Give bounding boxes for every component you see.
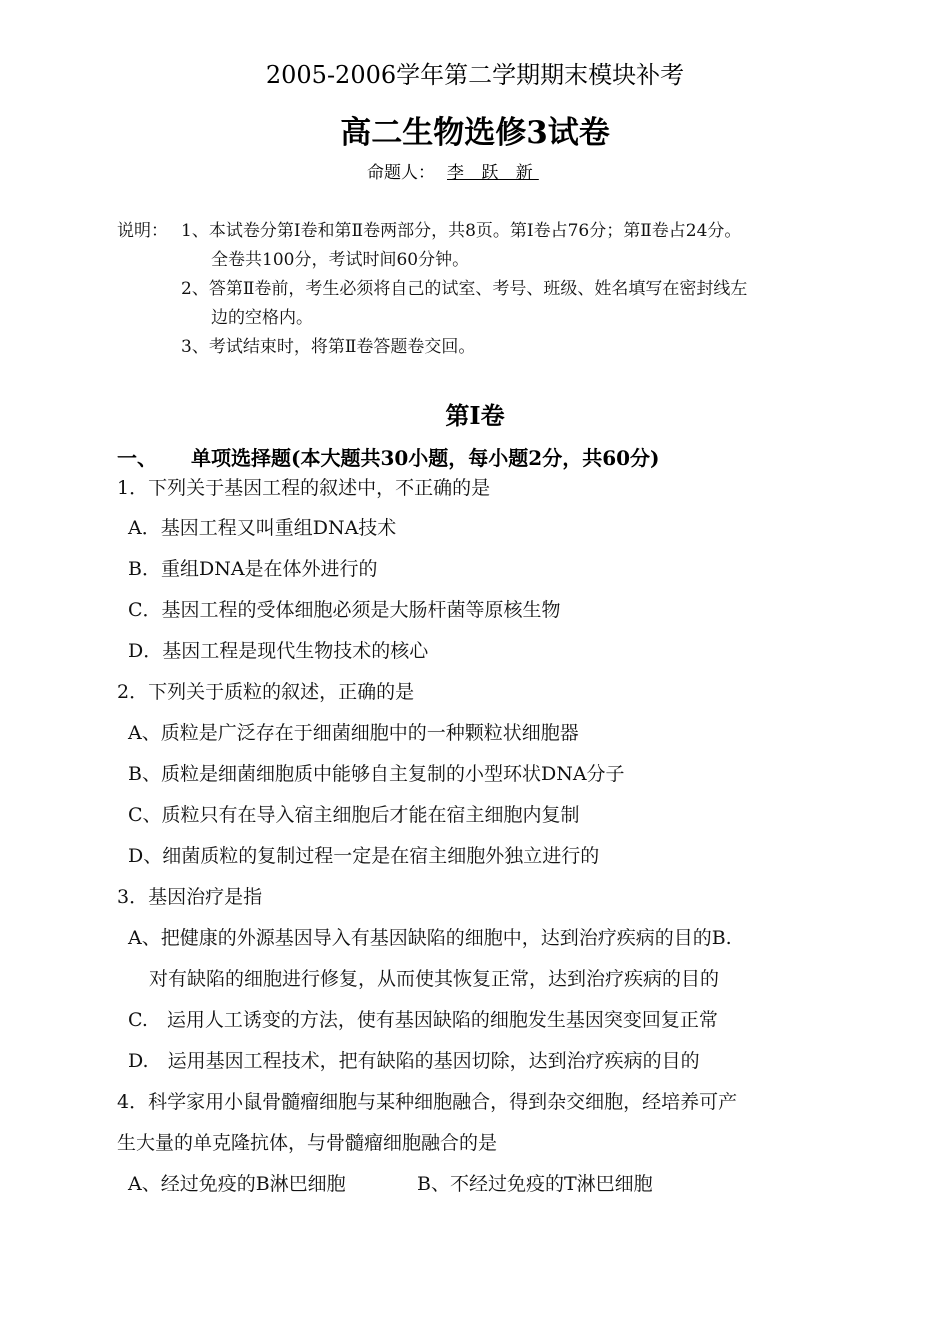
question-option: A．基因工程又叫重组DNA技术 (128, 517, 397, 539)
term-title: 2005-2006学年第二学期期末模块补考 (265, 61, 685, 89)
instruction-item: 边的空格内。 (211, 308, 313, 328)
part-title: 单项选择题(本大题共30小题，每小题2分，共60分) (191, 446, 660, 470)
question-stem: 1．下列关于基因工程的叙述中，不正确的是 (117, 477, 491, 499)
question-option: 对有缺陷的细胞进行修复，从而使其恢复正常，达到治疗疾病的目的 (149, 968, 720, 990)
author-line (367, 162, 539, 184)
exam-title: 高二生物选修3试卷 (340, 115, 610, 151)
question-stem: 4．科学家用小鼠骨髓瘤细胞与某种细胞融合，得到杂交细胞，经培养可产 (117, 1091, 738, 1113)
instruction-item: 2、答第Ⅱ卷前，考生必须将自己的试室、考号、班级、姓名填写在密封线左 (181, 279, 748, 299)
question-option: B、不经过免疫的T淋巴细胞 (417, 1173, 653, 1195)
question-option: D、细菌质粒的复制过程一定是在宿主细胞外独立进行的 (128, 845, 600, 867)
part-heading (117, 445, 660, 471)
instruction-item: 1、本试卷分第Ⅰ卷和第Ⅱ卷两部分，共8页。第Ⅰ卷占76分；第Ⅱ卷占24分。 (181, 221, 742, 241)
question-option: A、质粒是广泛存在于细菌细胞中的一种颗粒状细胞器 (128, 722, 579, 744)
question-option: B．重组DNA是在体外进行的 (128, 558, 378, 580)
question-stem: 2．下列关于质粒的叙述，正确的是 (117, 681, 415, 703)
instruction-item: 全卷共100分，考试时间60分钟。 (211, 250, 470, 270)
instruction-item: 3、考试结束时，将第Ⅱ卷答题卷交回。 (181, 337, 476, 357)
part-number: 一、 (117, 446, 157, 470)
question-option: D．基因工程是现代生物技术的核心 (128, 640, 429, 662)
question-stem: 3．基因治疗是指 (117, 886, 263, 908)
question-option: A、把健康的外源基因导入有基因缺陷的细胞中，达到治疗疾病的目的B. (128, 927, 732, 949)
question-option: B、质粒是细菌细胞质中能够自主复制的小型环状DNA分子 (128, 763, 625, 785)
author-label: 命题人： (367, 163, 435, 183)
instructions-label: 说明： (117, 221, 168, 241)
section-title: 第Ⅰ卷 (445, 401, 505, 430)
question-option: C. 运用人工诱变的方法，使有基因缺陷的细胞发生基因突变回复正常 (128, 1009, 718, 1031)
question-option: D. 运用基因工程技术，把有缺陷的基因切除，达到治疗疾病的目的 (128, 1050, 700, 1072)
author-name: 李 跃 新 (447, 163, 539, 183)
question-stem-continued: 生大量的单克隆抗体，与骨髓瘤细胞融合的是 (117, 1132, 498, 1154)
question-option: A、经过免疫的B淋巴细胞 (128, 1173, 346, 1195)
question-option: C、质粒只有在导入宿主细胞后才能在宿主细胞内复制 (128, 804, 580, 826)
question-option: C．基因工程的受体细胞必须是大肠杆菌等原核生物 (128, 599, 561, 621)
